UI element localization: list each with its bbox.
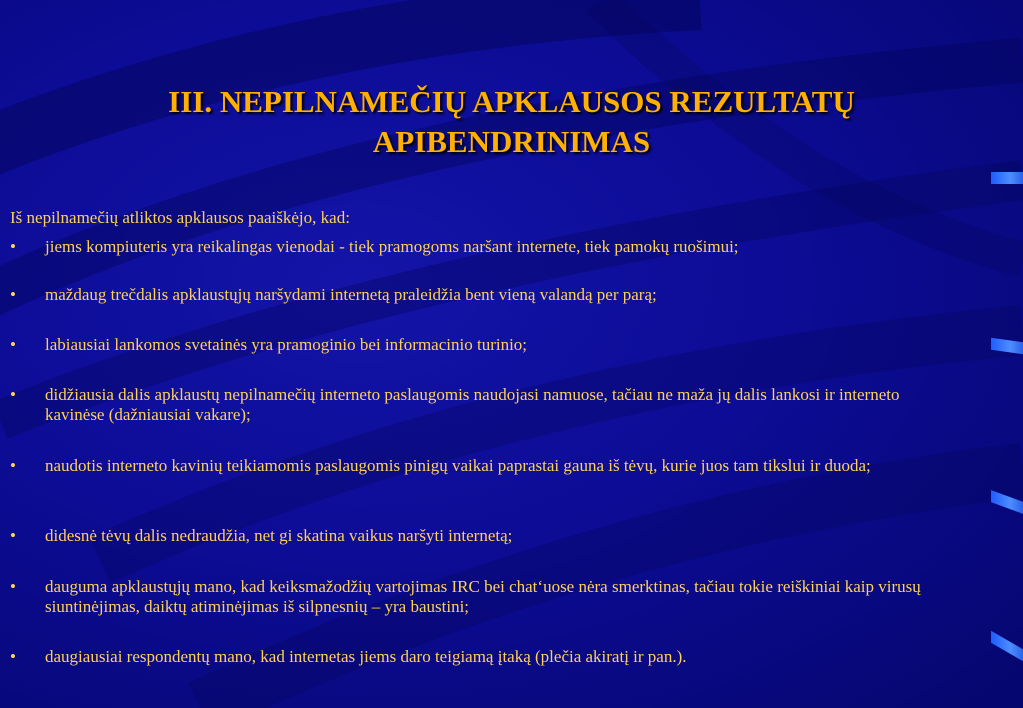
bullet-item: [10, 285, 960, 305]
bullet-marker: •: [10, 577, 16, 596]
accent-stripe: [991, 172, 1023, 184]
bullet-text: daugiausiai respondentų mano, kad internetas jiems daro teigiamą įtaką (plečia akiratį ir pan.).: [45, 647, 687, 666]
bullet-item: [10, 647, 960, 667]
bullet-text: naudotis interneto kavinių teikiamomis paslaugomis pinigų vaikai paprastai gauna iš tėvų, kurie juos tam tikslui ir duoda;: [45, 456, 871, 475]
bullet-item: [10, 237, 960, 257]
slide-title: [40, 82, 983, 162]
bullet-marker: •: [10, 456, 16, 475]
slide-title-line-1: III. NEPILNAMEČIŲ APKLAUSOS REZULTATŲ: [168, 84, 855, 119]
slide-title-line-2: APIBENDRINIMAS: [372, 124, 651, 159]
bullet-item: [10, 577, 960, 617]
bullet-item: [10, 456, 960, 476]
intro-text: Iš nepilnamečių atliktos apklausos paaiškėjo, kad:: [10, 208, 350, 227]
bullet-item: [10, 335, 960, 355]
bullet-text: labiausiai lankomos svetainės yra pramoginio bei informacinio turinio;: [45, 335, 528, 354]
bullet-marker: •: [10, 285, 16, 304]
bullet-text: jiems kompiuteris yra reikalingas vienodai - tiek pramogoms naršant internete, tiek pamokų ruošimui;: [45, 237, 739, 256]
bullet-marker: •: [10, 237, 16, 256]
bullet-marker: •: [10, 385, 16, 404]
bullet-marker: •: [10, 335, 16, 354]
bullet-text: maždaug trečdalis apklaustųjų naršydami internetą praleidžia bent vieną valandą per parą;: [45, 285, 657, 304]
bullet-text: didesnė tėvų dalis nedraudžia, net gi skatina vaikus naršyti internetą;: [45, 526, 513, 545]
bullet-item: [10, 385, 960, 425]
bullet-item: [10, 526, 960, 546]
bullet-marker: •: [10, 526, 16, 545]
bullet-text: didžiausia dalis apklaustų nepilnamečių interneto paslaugomis naudojasi namuose, tačiau ne maža jų dalis lankosi ir interneto kavinėse (dažniausiai vakare);: [45, 385, 900, 424]
bullet-text: dauguma apklaustųjų mano, kad keiksmažodžių vartojimas IRC bei chat‘uose nėra smerktinas, tačiau tokie reiškiniai kaip virusų siuntinėjimas, daiktų atiminėjimas iš silpnesnių – yra baustini;: [45, 577, 921, 616]
bullet-marker: •: [10, 647, 16, 666]
